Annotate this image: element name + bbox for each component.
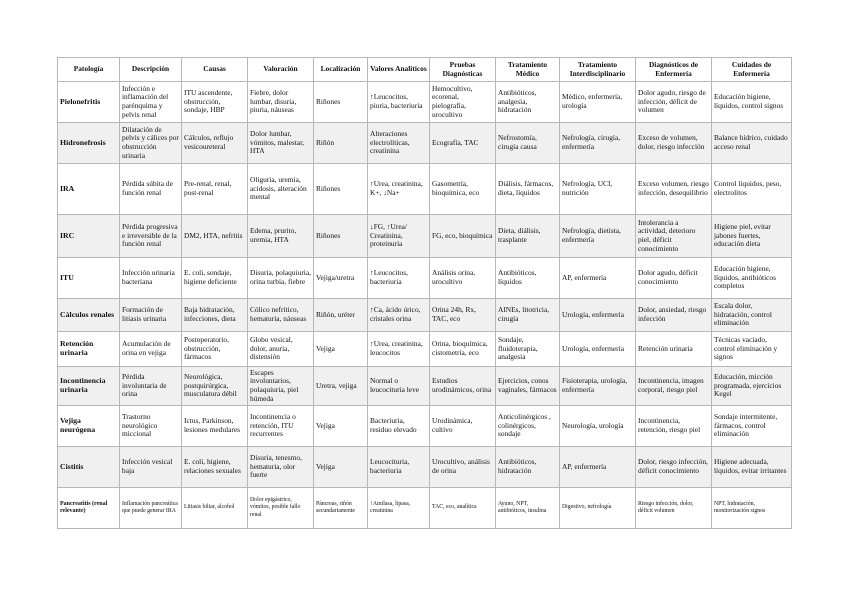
pathology-name-cell: Cistitis bbox=[58, 447, 120, 488]
table-cell: Escapes involuntarios, polaquiuria, piel húmeda bbox=[248, 367, 314, 406]
table-cell: Dieta, diálisis, trasplante bbox=[496, 215, 560, 258]
table-cell: Oliguria, uremia, acidosis, alteración mental bbox=[248, 164, 314, 215]
table-cell: Orina, bioquímica, cistometría, eco bbox=[430, 332, 496, 367]
table-cell: Gasometría, bioquímica, eco bbox=[430, 164, 496, 215]
table-cell: Leucocituria, bacteriuria bbox=[368, 447, 430, 488]
table-cell: Análisis orina, urocultivo bbox=[430, 258, 496, 299]
table-cell: Nefrología, dietista, enfermería bbox=[560, 215, 636, 258]
col-header: Tratamiento Médico bbox=[496, 58, 560, 82]
table-cell: Riñón, uréter bbox=[314, 299, 368, 332]
table-cell: Trastorno neurológico miccional bbox=[120, 406, 182, 447]
table-cell: Riñones bbox=[314, 82, 368, 123]
table-cell: Antibióticos, hidratación bbox=[496, 447, 560, 488]
table-row bbox=[58, 447, 792, 488]
table-cell: Ayuno, NPT, antibióticos, insulina bbox=[496, 488, 560, 529]
table-cell: Sondaje intermitente, fármacos, control eliminación bbox=[712, 406, 792, 447]
table-row bbox=[58, 488, 792, 529]
table-cell: Educación higiene, líquidos, control signos bbox=[712, 82, 792, 123]
table-cell: Urocultivo, análisis de orina bbox=[430, 447, 496, 488]
table-row bbox=[58, 123, 792, 164]
table-cell: Dolor, ansiedad, riesgo infección bbox=[636, 299, 712, 332]
table-cell: Higiene piel, evitar jabones fuertes, educación dieta bbox=[712, 215, 792, 258]
table-cell: Dolor epigástrico, vómitos, posible fallo renal bbox=[248, 488, 314, 529]
table-cell: Litiasis biliar, alcohol bbox=[182, 488, 248, 529]
table-cell: Riesgo infección, dolor, déficit volumen bbox=[636, 488, 712, 529]
table-cell: Alteraciones electrolíticas, creatinina bbox=[368, 123, 430, 164]
table-cell: Estudios urodinámicos, orina bbox=[430, 367, 496, 406]
table-cell: Control líquidos, peso, electrolitos bbox=[712, 164, 792, 215]
table-cell: Vejiga bbox=[314, 332, 368, 367]
table-cell: AINEs, litotricia, cirugía bbox=[496, 299, 560, 332]
table-cell: Urología, enfermería bbox=[560, 299, 636, 332]
header-row bbox=[58, 58, 792, 82]
table-row bbox=[58, 164, 792, 215]
table-cell: Bacteriuria, residuo elevado bbox=[368, 406, 430, 447]
col-header: Cuidados de Enfermería bbox=[712, 58, 792, 82]
table-cell: Exceso volumen, riesgo infección, desequilibrio bbox=[636, 164, 712, 215]
table-cell: AP, enfermería bbox=[560, 447, 636, 488]
table-cell: Pre-renal, renal, post-renal bbox=[182, 164, 248, 215]
table-cell: Infección e inflamación del parénquima y pelvis renal bbox=[120, 82, 182, 123]
table-cell: FG, eco, bioquímica bbox=[430, 215, 496, 258]
pathology-name-cell: Vejiga neurógena bbox=[58, 406, 120, 447]
col-header: Patología bbox=[58, 58, 120, 82]
table-cell: Disuria, polaquiuria, orina turbia, fiebre bbox=[248, 258, 314, 299]
pathology-name-cell: Retención urinaria bbox=[58, 332, 120, 367]
table-cell: Riñones bbox=[314, 164, 368, 215]
table-cell: Incontinencia, retención, riesgo piel bbox=[636, 406, 712, 447]
pathology-name-cell: Hidronefrosis bbox=[58, 123, 120, 164]
table-cell: Orina 24h, Rx, TAC, eco bbox=[430, 299, 496, 332]
table-cell: Normal o leucocituria leve bbox=[368, 367, 430, 406]
table-cell: ↑Leucocitos, bacteriuria bbox=[368, 258, 430, 299]
col-header: Valoración bbox=[248, 58, 314, 82]
table-cell: TAC, eco, analítica bbox=[430, 488, 496, 529]
table-cell: Infección urinaria bacteriana bbox=[120, 258, 182, 299]
table-cell: Inflamación pancreática que puede generar IRA bbox=[120, 488, 182, 529]
table-cell: Intolerancia a actividad, deterioro piel, déficit conocimiento bbox=[636, 215, 712, 258]
col-header: Diagnósticos de Enfermería bbox=[636, 58, 712, 82]
pathology-name-cell: Pielonefritis bbox=[58, 82, 120, 123]
table-cell: Neurológica, postquirúrgica, musculatura débil bbox=[182, 367, 248, 406]
table-cell: Fiebre, dolor lumbar, disuria, piuria, náuseas bbox=[248, 82, 314, 123]
table-row bbox=[58, 258, 792, 299]
table-row bbox=[58, 332, 792, 367]
col-header: Descripción bbox=[120, 58, 182, 82]
table-row bbox=[58, 82, 792, 123]
table-row bbox=[58, 406, 792, 447]
table-row bbox=[58, 215, 792, 258]
table-cell: Médico, enfermería, urología bbox=[560, 82, 636, 123]
col-header: Tratamiento Interdisciplinario bbox=[560, 58, 636, 82]
table-cell: ITU ascendente, obstrucción, sondaje, HBP bbox=[182, 82, 248, 123]
col-header: Pruebas Diagnósticas bbox=[430, 58, 496, 82]
table-cell: Dolor, riesgo infección, déficit conocimiento bbox=[636, 447, 712, 488]
table-cell: Anticolinérgicos , colinérgicos, sondaje bbox=[496, 406, 560, 447]
table-cell: Vejiga/uretra bbox=[314, 258, 368, 299]
table-cell: Diálisis, fármacos, dieta, líquidos bbox=[496, 164, 560, 215]
table-cell: Exceso de volumen, dolor, riesgo infección bbox=[636, 123, 712, 164]
table-cell: E. coli, sondaje, higiene deficiente bbox=[182, 258, 248, 299]
table-cell: Dolor agudo, riesgo de infección, déficit de volumen bbox=[636, 82, 712, 123]
table-cell: Digestivo, nefrología bbox=[560, 488, 636, 529]
col-header: Causas bbox=[182, 58, 248, 82]
table-cell: Incontinencia o retención, ITU recurrentes bbox=[248, 406, 314, 447]
table-cell: Postoperatorio, obstrucción, fármacos bbox=[182, 332, 248, 367]
table-cell: Técnicas vaciado, control eliminación y signos bbox=[712, 332, 792, 367]
table-cell: Ejercicios, conos vaginales, fármacos bbox=[496, 367, 560, 406]
table-cell: Incontinencia, imagen corporal, riesgo piel bbox=[636, 367, 712, 406]
table-cell: Dolor lumbar, vómitos, malestar, HTA bbox=[248, 123, 314, 164]
table-cell: Vejiga bbox=[314, 406, 368, 447]
table-cell: Neurología, urología bbox=[560, 406, 636, 447]
table-cell: Baja hidratación, infecciones, dieta bbox=[182, 299, 248, 332]
table-cell: ↑Urea, creatinina, K+, ↓Na+ bbox=[368, 164, 430, 215]
table-cell: Nefrología, cirugía, enfermería bbox=[560, 123, 636, 164]
table-cell: Dilatación de pelvis y cálices por obstrucción urinaria bbox=[120, 123, 182, 164]
table-row bbox=[58, 367, 792, 406]
table-cell: Cólico nefrítico, hematuria, náuseas bbox=[248, 299, 314, 332]
table-cell: Páncreas, riñón secundariamente bbox=[314, 488, 368, 529]
table-cell: Urología, enfermería bbox=[560, 332, 636, 367]
table-cell: Antibióticos, líquidos bbox=[496, 258, 560, 299]
table-cell: ↑Amilasa, lipasa, creatinina bbox=[368, 488, 430, 529]
col-header: Localización bbox=[314, 58, 368, 82]
table-cell: Higiene adecuada, líquidos, evitar irritantes bbox=[712, 447, 792, 488]
table-cell: Nefrostomía, cirugía causa bbox=[496, 123, 560, 164]
table-cell: Infección vesical baja bbox=[120, 447, 182, 488]
table-row bbox=[58, 299, 792, 332]
table-cell: Balance hídrico, cuidado acceso renal bbox=[712, 123, 792, 164]
pathology-table bbox=[57, 57, 792, 529]
table-cell: DM2, HTA, nefritis bbox=[182, 215, 248, 258]
table-cell: Cálculos, reflujo vesicoureteral bbox=[182, 123, 248, 164]
table-cell: Sondaje, fluidoterapia, analgesia bbox=[496, 332, 560, 367]
table-cell: Riñones bbox=[314, 215, 368, 258]
col-header: Valores Analíticos bbox=[368, 58, 430, 82]
table-cell: Educación higiene, líquidos, antibióticos completos bbox=[712, 258, 792, 299]
table-cell: Formación de litiasis urinaria bbox=[120, 299, 182, 332]
table-cell: Educación, micción programada, ejercicios Kegel bbox=[712, 367, 792, 406]
table-cell: ↑Ca, ácido úrico, cristales orina bbox=[368, 299, 430, 332]
table-cell: Pérdida involuntaria de orina bbox=[120, 367, 182, 406]
table-cell: ↑Urea, creatinina, leucocitos bbox=[368, 332, 430, 367]
table-cell: Nefrología, UCI, nutrición bbox=[560, 164, 636, 215]
table-cell: Disuria, tenesmo, hematuria, olor fuerte bbox=[248, 447, 314, 488]
pathology-name-cell: ITU bbox=[58, 258, 120, 299]
pathology-name-cell: IRC bbox=[58, 215, 120, 258]
table-cell: AP, enfermería bbox=[560, 258, 636, 299]
table-cell: Globo vesical, dolor, anuria, distensión bbox=[248, 332, 314, 367]
pathology-name-cell: Incontinencia urinaria bbox=[58, 367, 120, 406]
table-cell: Pérdida progresiva e irreversible de la función renal bbox=[120, 215, 182, 258]
table-cell: Retención urinaria bbox=[636, 332, 712, 367]
table-cell: Ecografía, TAC bbox=[430, 123, 496, 164]
pathology-name-cell: Cálculos renales bbox=[58, 299, 120, 332]
table-cell: NPT, hidratación, monitorización signos bbox=[712, 488, 792, 529]
table-cell: Ictus, Parkinson, lesiones medulares bbox=[182, 406, 248, 447]
table-cell: Riñón bbox=[314, 123, 368, 164]
table-cell: Fisioterapia, urología, enfermería bbox=[560, 367, 636, 406]
table-cell: E. coli, higiene, relaciones sexuales bbox=[182, 447, 248, 488]
table-cell: ↓FG, ↑Urea/ Creatinina, proteinuria bbox=[368, 215, 430, 258]
table-cell: ↑Leucocitos, piuria, bacteriuria bbox=[368, 82, 430, 123]
pathology-name-cell: IRA bbox=[58, 164, 120, 215]
table-cell: Hemocultivo, ecorenal, pielografía, urocultivo bbox=[430, 82, 496, 123]
pathology-name-cell: Pancreatitis (renal relevante) bbox=[58, 488, 120, 529]
table-cell: Vejiga bbox=[314, 447, 368, 488]
table-cell: Pérdida súbita de función renal bbox=[120, 164, 182, 215]
table-cell: Edema, prurito, uremia, HTA bbox=[248, 215, 314, 258]
table-cell: Antibióticos, analgesia, hidratación bbox=[496, 82, 560, 123]
table-cell: Uretra, vejiga bbox=[314, 367, 368, 406]
table-cell: Acumulación de orina en vejiga bbox=[120, 332, 182, 367]
table-cell: Dolor agudo, déficit conocimiento bbox=[636, 258, 712, 299]
table-cell: Urodinámica, cultivo bbox=[430, 406, 496, 447]
table-cell: Escala dolor, hidratación, control eliminación bbox=[712, 299, 792, 332]
